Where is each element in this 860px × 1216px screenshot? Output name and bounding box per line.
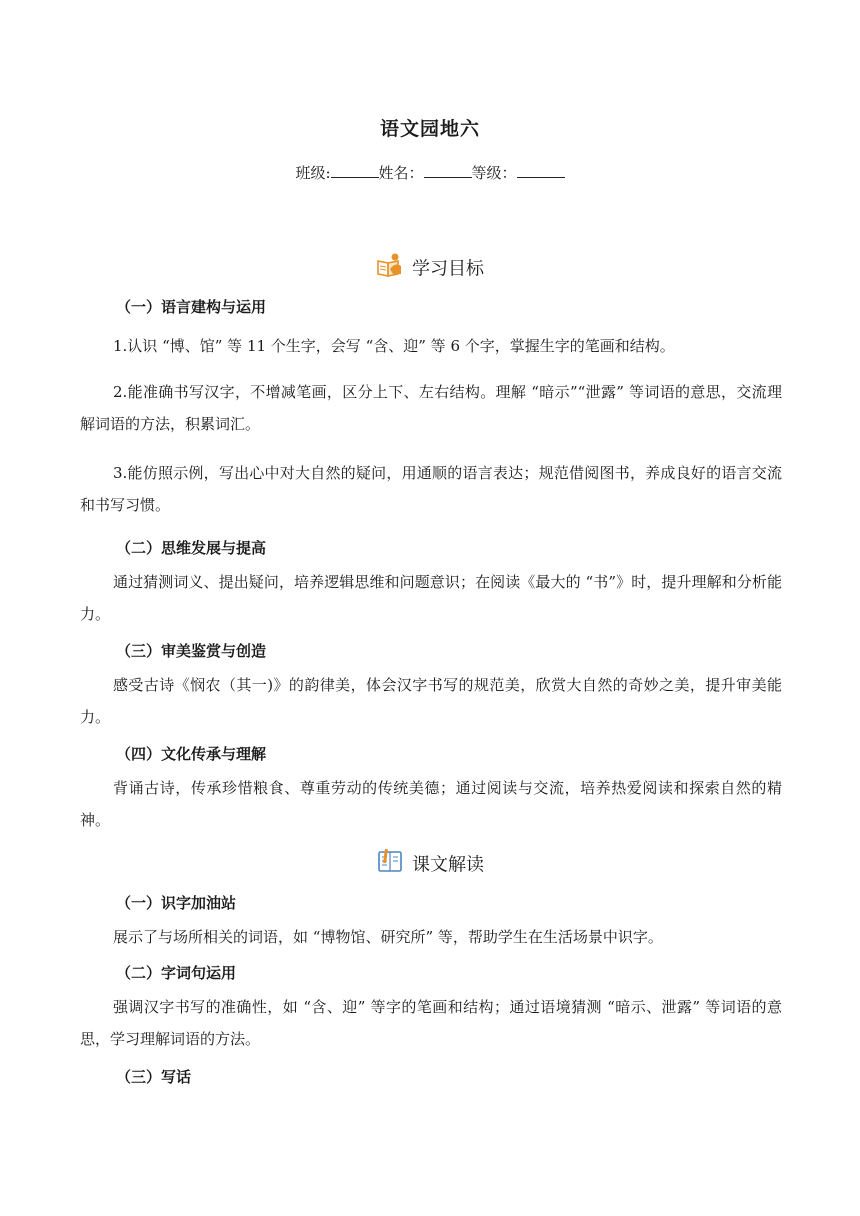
- subheading-language: （一）语言建构与运用: [116, 298, 267, 316]
- subheading-thinking: （二）思维发展与提高: [116, 539, 267, 557]
- name-label: 姓名：: [378, 164, 424, 182]
- subheading-literacy: （一）识字加油站: [116, 894, 237, 912]
- section-heading-label: 学习目标: [412, 258, 484, 280]
- section-heading-learning-goals: [0, 252, 860, 283]
- notebook-pencil-icon: [376, 848, 404, 879]
- grade-label: 等级：: [471, 164, 517, 182]
- reading-person-icon: [376, 252, 404, 283]
- document-title: 语文园地六: [379, 118, 480, 140]
- class-blank: [331, 163, 379, 178]
- subheading-aesthetics: （三）审美鉴赏与创造: [116, 642, 267, 660]
- class-label: 班级:: [295, 164, 331, 182]
- paragraph-aesthetics: 感受古诗《悯农（其一)》的韵律美，体会汉字书写的规范美，欣赏大自然的奇妙之美，提升审美能力。: [80, 676, 782, 726]
- paragraph-thinking: 通过猜测词义、提出疑问，培养逻辑思维和问题意识；在阅读《最大的 “书”》时，提升理解和分析能力。: [80, 573, 782, 623]
- section-heading-label: 课文解读: [412, 854, 484, 876]
- paragraph-goal-2: 2.能准确书写汉字，不增减笔画，区分上下、左右结构。理解 “暗示”“泄露” 等词语的意思，交流理解词语的方法，积累词汇。: [80, 383, 782, 433]
- grade-blank: [517, 163, 565, 178]
- paragraph-word-usage: 强调汉字书写的准确性，如 “含、迎” 等字的笔画和结构；通过语境猜测 “暗示、泄露” 等词语的意思，学习理解词语的方法。: [80, 998, 782, 1048]
- paragraph-goal-1: 1.认识 “博、馆” 等 11 个生字，会写 “含、迎” 等 6 个字，掌握生字的笔画和结构。: [113, 337, 675, 355]
- paragraph-goal-3: 3.能仿照示例，写出心中对大自然的疑问，用通顺的语言表达；规范借阅图书，养成良好的语言交流和书写习惯。: [80, 464, 782, 514]
- subheading-writing: （三）写话: [116, 1068, 192, 1086]
- info-line: [0, 162, 860, 183]
- subheading-culture: （四）文化传承与理解: [116, 745, 267, 763]
- paragraph-literacy: 展示了与场所相关的词语，如 “博物馆、研究所” 等，帮助学生在生活场景中识字。: [113, 928, 663, 946]
- name-blank: [424, 163, 472, 178]
- section-heading-text-analysis: [0, 848, 860, 879]
- paragraph-culture: 背诵古诗，传承珍惜粮食、尊重劳动的传统美德；通过阅读与交流，培养热爱阅读和探索自然的精神。: [80, 779, 782, 829]
- subheading-word-usage: （二）字词句运用: [116, 964, 237, 982]
